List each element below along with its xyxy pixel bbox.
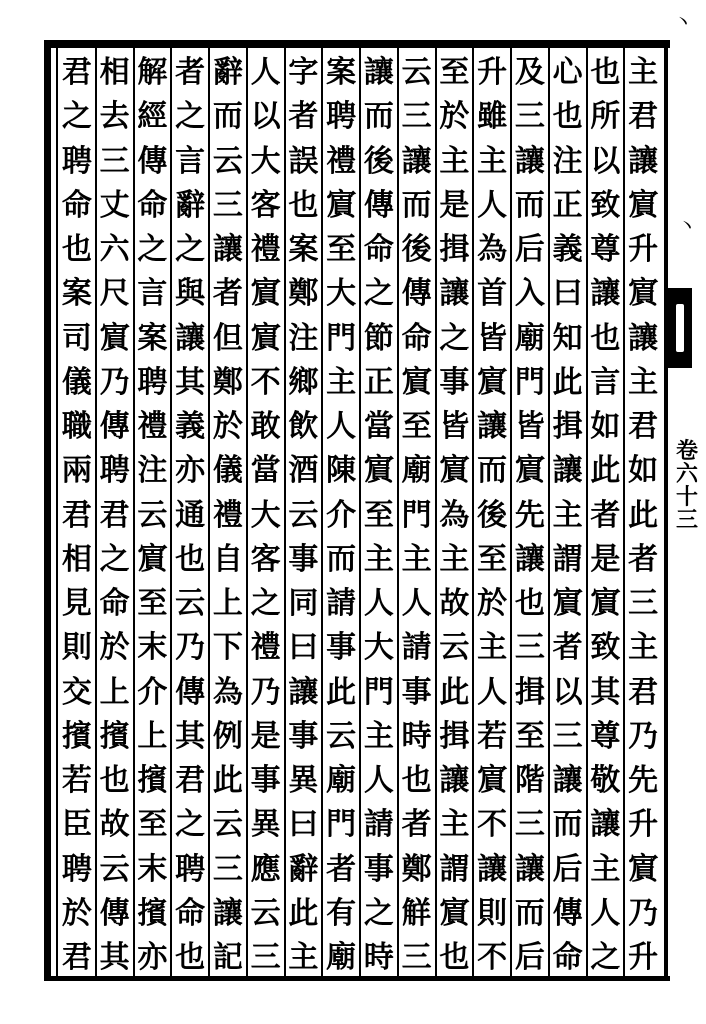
margin-fragment-mid: 丶: [677, 214, 697, 238]
frame-bottom-border: [44, 976, 670, 981]
frame-left-border: [44, 40, 51, 980]
text-column: 相 去 三 丈 六 尺 賔 乃 傳 聘 君 之 命 於 上 擯 也 故 云 傳 其: [99, 55, 130, 975]
frame-top-border: [44, 40, 670, 48]
text-column: 者 之 言 辭 之 與 讓 其 義 亦 通 也 云 乃 傳 其 君 之 聘 命 也: [175, 55, 206, 975]
text-column: 人 以 大 客 禮 賔 賔 不 敢 當 大 客 之 禮 乃 是 事 異 應 云 三: [250, 55, 281, 975]
text-column: 君 之 聘 命 也 案 司 儀 職 兩 君 相 見 則 交 擯 若 臣 聘 於 君: [61, 55, 92, 975]
margin-side-note: 卷 六 十 三: [675, 438, 698, 534]
text-column: 心 也 注 正 義 曰 知 此 揖 讓 主 謂 賔 者 以 三 讓 而 后 傳 命: [552, 55, 583, 975]
text-column: 升 雖 主 人 為 首 皆 賔 讓 而 後 至 於 主 人 若 賔 不 讓 則 不: [477, 55, 508, 975]
text-column: 解 經 傳 命 之 言 案 聘 禮 注 云 賔 至 末 介 上 擯 至 末 擯 亦: [137, 55, 168, 975]
text-column: 主 君 讓 賔 升 賔 讓 主 君 如 此 者 三 主 君 乃 先 升 賔 乃 升: [628, 55, 659, 975]
fishtail-marker-inner: [676, 304, 684, 352]
text-column: 及 三 讓 而 后 入 廟 門 皆 賔 先 讓 也 三 揖 至 階 三 讓 而 后: [514, 55, 545, 975]
frame-right-border: [664, 40, 668, 980]
margin-fragment-top: 丶: [673, 10, 693, 34]
text-column: 也 所 以 致 尊 讓 也 言 如 此 者 是 賔 致 其 尊 敬 讓 主 人 之: [590, 55, 621, 975]
text-column: 云 三 讓 而 後 傳 命 賔 至 廟 門 主 人 請 事 時 也 者 鄭 觧 三: [401, 55, 432, 975]
text-column: 案 聘 禮 賔 至 大 門 主 人 陳 介 而 請 事 此 云 廟 門 者 有 廟: [326, 55, 357, 975]
text-column: 辭 而 云 三 讓 者 但 鄭 於 儀 禮 自 上 下 為 例 此 云 三 讓 記: [212, 55, 243, 975]
text-column: 至 於 主 是 揖 讓 之 事 皆 賔 為 主 故 云 此 揖 讓 主 謂 賔 也: [439, 55, 470, 975]
text-column: 字 者 誤 也 案 鄭 注 鄉 飲 酒 云 事 同 曰 讓 事 異 曰 辭 此 主: [288, 55, 319, 975]
text-column: 讓 而 後 傳 命 之 節 正 當 賔 至 主 人 大 門 主 人 請 事 之 時: [363, 55, 394, 975]
